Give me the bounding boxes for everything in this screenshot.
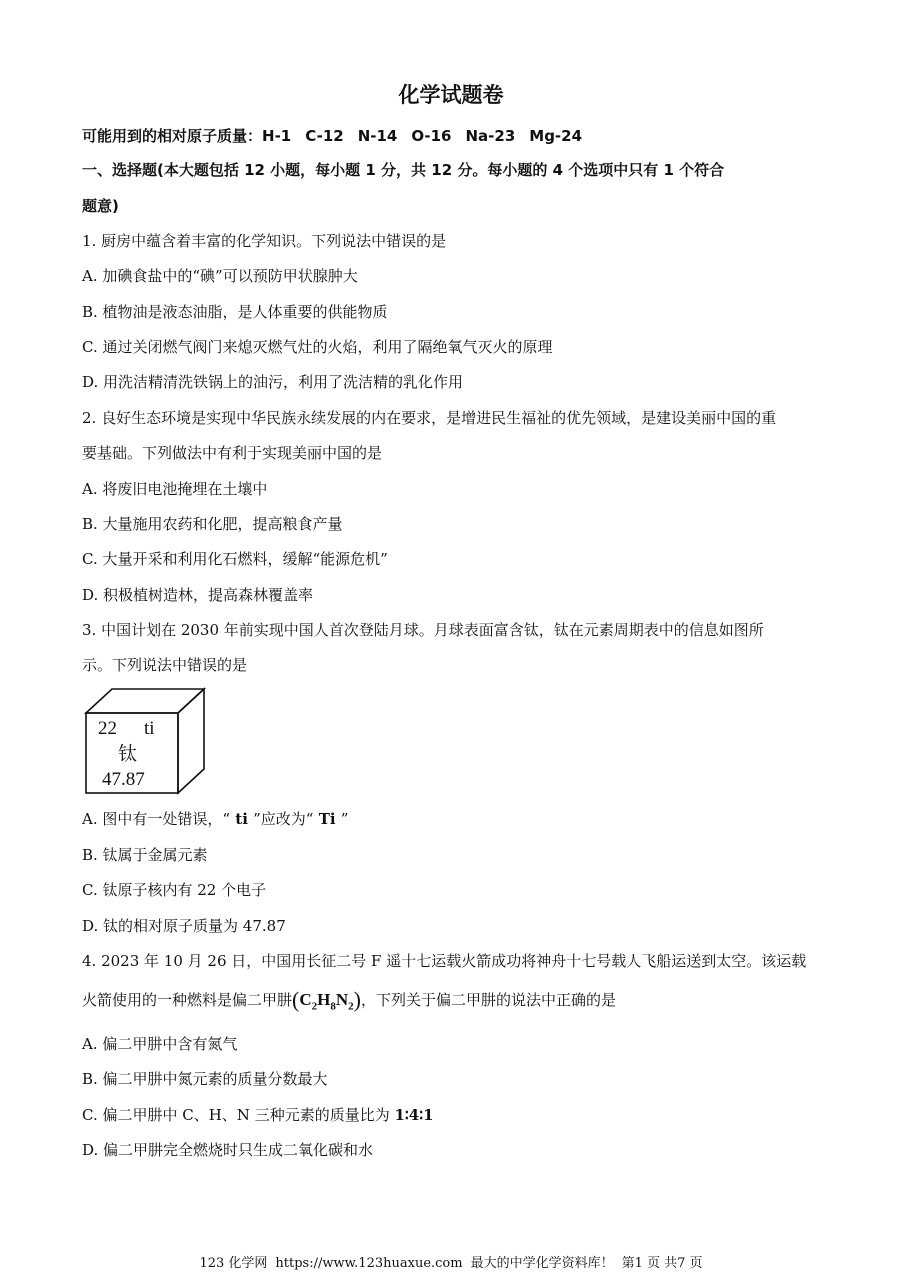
element-name: 钛 (118, 744, 138, 765)
footer-slogan: 最大的中学化学资料库！ (470, 1256, 614, 1271)
page-title: 化学试题卷 (398, 83, 504, 107)
footer-page-number: 第1 页 共7 页 (621, 1256, 703, 1271)
q1-stem: 1. 厨房中蕴含着丰富的化学知识。下列说法中错误的是 (82, 232, 447, 250)
q4-stem-cont (82, 987, 616, 1016)
q3-stem: 3. 中国计划在 2030 年前实现中国人首次登陆月球。月球表面富含钛，钛在元素周期表中的信息如图所 (82, 621, 764, 639)
q4-option-d: D. 偏二甲肼完全燃烧时只生成二氧化碳和水 (82, 1141, 374, 1159)
element-mass: 47.87 (102, 769, 145, 790)
q3-a-prefix: A. 图中有一处错误，“ (82, 810, 231, 828)
element-number: 22 (98, 718, 117, 739)
q4-stem: 4. 2023 年 10 月 26 日，中国用长征二号 F 遥十七运载火箭成功将神舟十七号载人飞船运送到太空。该运载 (82, 952, 807, 970)
q2-option-d: D. 积极植树造林，提高森林覆盖率 (82, 586, 314, 604)
q2-stem: 2. 良好生态环境是实现中华民族永续发展的内在要求，是增进民生福祉的优先领域，是建设美丽中国的重 (82, 409, 777, 427)
udmh-formula: $(C_2H_8N_2)$ (292, 987, 361, 1013)
q3-a-wrong-symbol: ti (230, 810, 254, 828)
mass-c: C-12 (305, 127, 344, 145)
q2-option-a: A. 将废旧电池掩埋在土壤中 (82, 480, 268, 498)
q1-option-c: C. 通过关闭燃气阀门来熄灭燃气灶的火焰，利用了隔绝氧气灭火的原理 (82, 338, 553, 356)
titanium-element-cell (82, 685, 212, 797)
q4-option-b: B. 偏二甲肼中氮元素的质量分数最大 (82, 1070, 328, 1088)
q3-a-mid: ”应改为“ (253, 810, 314, 828)
q3-option-d: D. 钛的相对原子质量为 47.87 (82, 917, 286, 935)
q3-option-a (82, 809, 348, 829)
footer-url[interactable]: https://www.123huaxue.com (275, 1256, 463, 1271)
mass-ratio: 1∶4∶1 (394, 1106, 434, 1124)
q1-option-a: A. 加碘食盐中的“碘”可以预防甲状腺肿大 (82, 267, 358, 285)
q1-option-b: B. 植物油是液态油脂，是人体重要的供能物质 (82, 303, 388, 321)
atomic-masses-label: 可能用到的相对原子质量： (82, 127, 263, 145)
page-footer (0, 1255, 902, 1273)
q2-option-b: B. 大量施用农药和化肥，提高粮食产量 (82, 515, 343, 533)
section-heading: 一、选择题(本大题包括 12 小题，每小题 1 分，共 12 分。每小题的 4 个选项中只有 1 个符合 (82, 161, 725, 179)
q3-stem-cont: 示。下列说法中错误的是 (82, 656, 248, 674)
atomic-masses-line (82, 126, 596, 146)
q3-option-b: B. 钛属于金属元素 (82, 846, 208, 864)
q4-c-pre: C. 偏二甲肼中 C、H、N 三种元素的质量比为 (82, 1106, 395, 1124)
mass-mg: Mg-24 (529, 127, 583, 145)
q3-a-suffix: ” (340, 810, 349, 828)
q4-option-a: A. 偏二甲肼中含有氮气 (82, 1035, 238, 1053)
q4-stem-post: ，下列关于偏二甲肼的说法中正确的是 (360, 991, 616, 1009)
q2-option-c: C. 大量开采和利用化石燃料，缓解“能源危机” (82, 550, 388, 568)
mass-n: N-14 (357, 127, 398, 145)
footer-site-name: 123 化学网 (199, 1256, 268, 1271)
section-heading-cont: 题意) (82, 197, 119, 215)
q4-option-c (82, 1105, 434, 1125)
q4-stem-pre: 火箭使用的一种燃料是偏二甲肼 (82, 991, 293, 1009)
q3-option-c: C. 钛原子核内有 22 个电子 (82, 881, 267, 899)
mass-na: Na-23 (465, 127, 516, 145)
mass-h: H-1 (262, 127, 292, 145)
q1-option-d: D. 用洗洁精清洗铁锅上的油污，利用了洗洁精的乳化作用 (82, 373, 464, 391)
element-symbol: ti (144, 718, 155, 739)
mass-o: O-16 (411, 127, 452, 145)
q3-a-correct-symbol: Ti (313, 810, 341, 828)
q2-stem-cont: 要基础。下列做法中有利于实现美丽中国的是 (82, 444, 383, 462)
